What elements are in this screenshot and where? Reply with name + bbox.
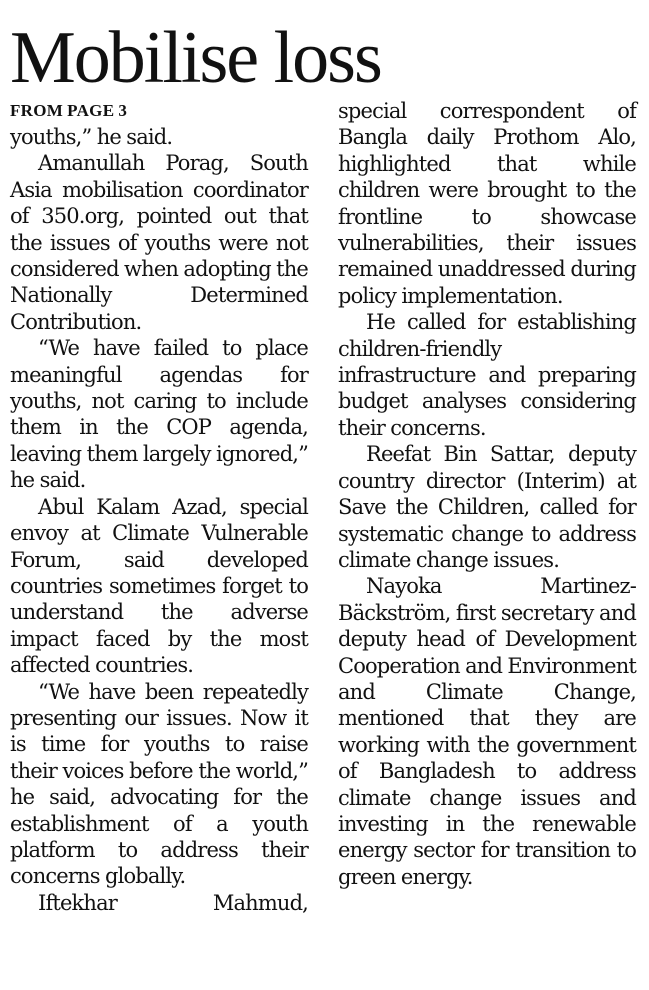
paragraph-amanullah-porag: Amanullah Porag, South Asia mobilisation coordinator of 350.org, pointed out that the issues of youths were not considered when adopting the Nationally Determined Contribution. [10,151,308,334]
paragraph-nayoka-martinez-backstrom: Nayoka Martinez-Bäckström, first secretary and deputy head of Development Cooperation and Environment and Climate Change, mentioned that they are working with the government of Bangladesh to address climate change issues and investing in the renewable energy sector for transition to green energy. [338,574,636,889]
paragraph-iftekhar-mahmud-start: Iftekhar Mahmud, [38,890,308,915]
paragraph-continuation: youths,” he said. [10,125,173,149]
paragraph-children-infrastructure: He called for establishing children-friendly infrastructure and preparing budget analyses considering their concerns. [338,310,636,440]
headline: Mobilise loss [10,17,381,99]
continued-from-label: FROM PAGE 3 [10,101,128,120]
article-column-right [338,98,636,890]
paragraph-abul-kalam-azad: Abul Kalam Azad, special envoy at Climate Vulnerable Forum, said developed countries sometimes forget to understand the adverse impact faced by the most affected countries. [10,494,308,678]
paragraph-reefat-bin-sattar: Reefat Bin Sattar, deputy country director (Interim) at Save the Children, called for systematic change to address climate change issues. [338,442,636,572]
article-column-left [10,98,308,916]
paragraph-azad-quote: “We have been repeatedly presenting our issues. Now it is time for youths to raise their voices before the world,” he said, advocating for the establishment of a youth platform to address their concerns globally. [10,679,308,889]
paragraph-iftekhar-mahmud-cont: special correspondent of Bangla daily Prothom Alo, highlighted that while children were brought to the frontline to showcase vulnerabilities, their issues remained unaddressed during policy implementation. [338,99,636,308]
paragraph-porag-quote: “We have failed to place meaningful agendas for youths, not caring to include them in the COP agenda, leaving them largely ignored,” he said. [10,336,308,493]
